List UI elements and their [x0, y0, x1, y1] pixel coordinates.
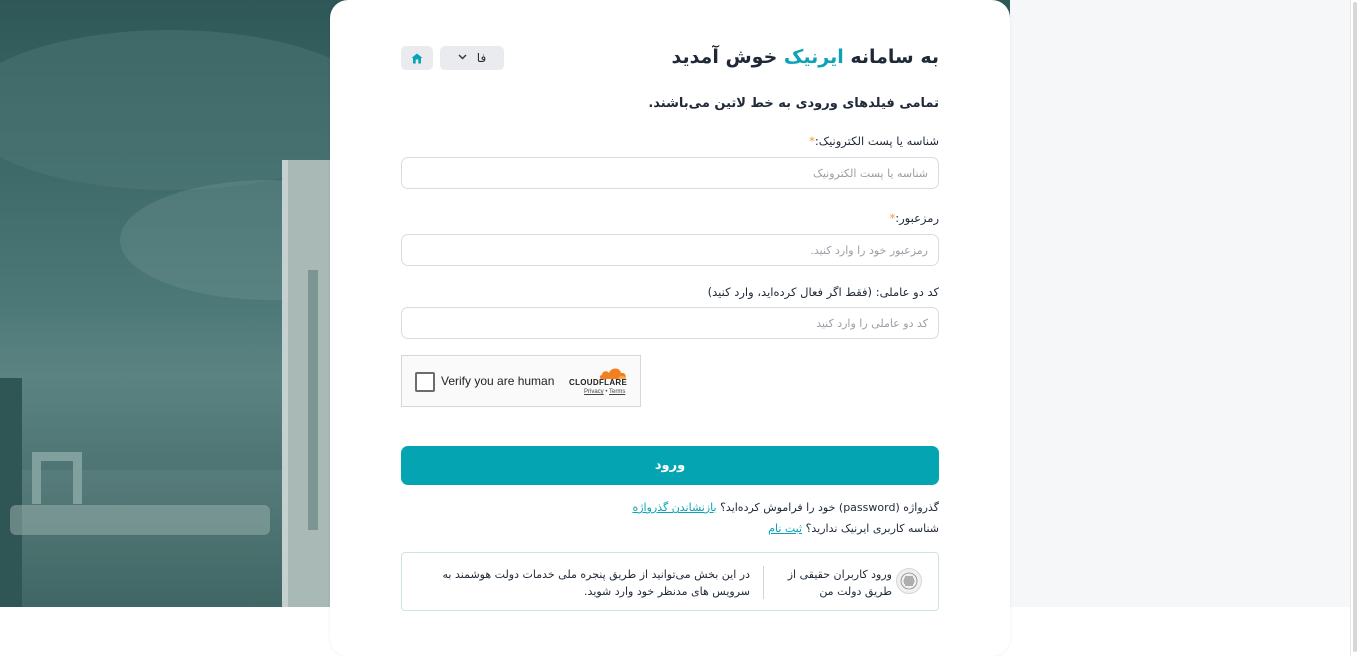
- right-background: [1010, 0, 1350, 607]
- terms-link[interactable]: Terms: [609, 389, 626, 395]
- privacy-link[interactable]: Privacy: [584, 389, 604, 395]
- username-label: [809, 134, 939, 148]
- login-button[interactable]: ورود: [401, 446, 939, 485]
- latin-notice: تمامی فیلدهای ورودی به خط لاتین می‌باشند.: [648, 96, 939, 111]
- password-input[interactable]: [402, 235, 938, 265]
- pillar-notch: [308, 270, 318, 530]
- language-select[interactable]: [440, 46, 504, 70]
- required-mark: *: [809, 134, 815, 148]
- cloudflare-brand: CLOUDFLARE: [569, 378, 628, 387]
- page-title: [671, 44, 939, 70]
- cloudflare-captcha: [401, 355, 641, 407]
- login-card: [330, 0, 1010, 656]
- captcha-links: [584, 389, 625, 395]
- twofa-label: کد دو عاملی: (فقط اگر فعال کرده‌اید، وارد کنید): [707, 285, 939, 299]
- login-form: [401, 0, 939, 656]
- divider: [763, 566, 764, 599]
- home-button[interactable]: [401, 46, 433, 70]
- card-header: [401, 44, 939, 72]
- reset-password-link[interactable]: بازنشاندن گذرواژه: [632, 501, 717, 514]
- password-label: [889, 211, 939, 225]
- home-icon: [411, 49, 423, 68]
- username-input[interactable]: [402, 158, 938, 188]
- register-line: [768, 522, 939, 535]
- dolat-man-title: ورود کاربران حقیقی از طریق دولت من: [787, 568, 892, 598]
- dolat-man-description: در این بخش می‌توانید از طریق پنجره ملی خدمات دولت هوشمند به سرویس های مدنظر خود وارد شوید.: [442, 568, 750, 598]
- forgot-password-line: [632, 501, 939, 514]
- welcome-prefix: به سامانه: [850, 46, 939, 68]
- ruin-rubble: [10, 505, 270, 535]
- dolat-man-login-box[interactable]: [401, 552, 939, 611]
- register-link[interactable]: ثبت نام: [768, 522, 803, 535]
- forgot-text: گذرواژه (password) خود را فراموش کرده‌اید؟: [720, 501, 939, 514]
- chevron-down-icon: [458, 53, 467, 63]
- link-separator: •: [605, 389, 608, 395]
- captcha-checkbox[interactable]: [415, 372, 435, 392]
- dolat-man-logo-icon: [896, 568, 922, 594]
- username-label-text: شناسه یا پست الکترونیک:: [814, 134, 939, 148]
- twofa-input[interactable]: [402, 308, 938, 338]
- password-label-text: رمزعبور:: [895, 211, 939, 225]
- username-field-box: [401, 157, 939, 189]
- brand-name: ایرنیک: [783, 46, 844, 68]
- twofa-field-box: [401, 307, 939, 339]
- language-selected: فا: [476, 51, 487, 65]
- required-mark: *: [889, 211, 896, 225]
- welcome-suffix: خوش آمدید: [671, 46, 778, 68]
- password-field-box: [401, 234, 939, 266]
- ruin-pillar: [282, 160, 332, 607]
- cloudflare-cloud-icon: [598, 365, 628, 379]
- captcha-label: Verify you are human: [441, 374, 555, 388]
- ruin-gate: [32, 452, 82, 504]
- register-text: شناسه کاربری ایرنیک ندارید؟: [805, 522, 939, 535]
- ruin-column: [0, 378, 22, 607]
- scrollbar-thumb[interactable]: [1353, 2, 1357, 652]
